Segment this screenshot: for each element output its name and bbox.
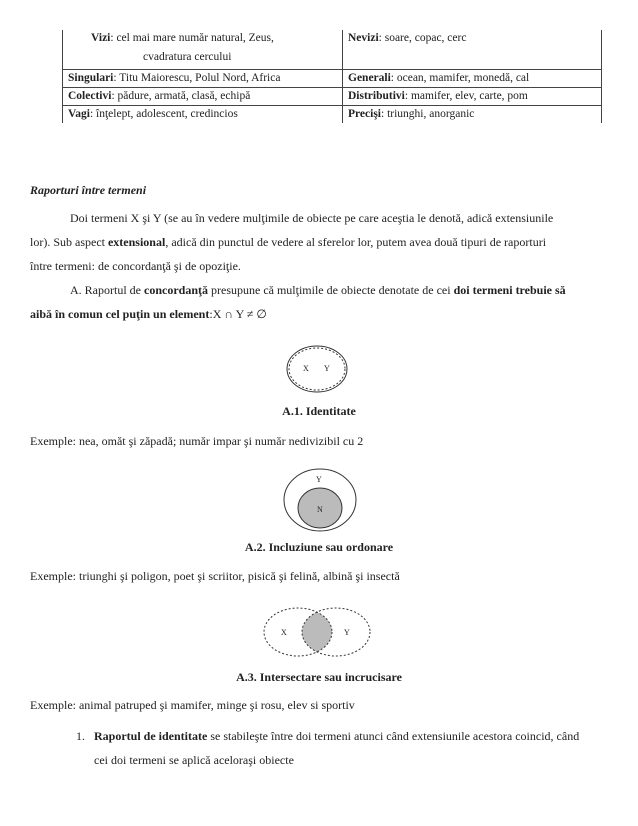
label-y: Y	[324, 364, 330, 373]
table-cell	[63, 88, 343, 106]
label-y: Y	[316, 475, 322, 484]
caption-intersectare: A.3. Intersectare sau incrucisare	[236, 670, 402, 684]
examples-incluziune: Exemple: triunghi şi poligon, poet şi scriitor, pisică şi felină, albină şi insectă	[30, 569, 400, 583]
terms-table	[62, 30, 602, 123]
keyword: concordanţă	[144, 283, 208, 297]
label-y: Y	[344, 628, 350, 637]
intro-line: între termeni: de concordanţă şi de opoziţie.	[30, 259, 241, 273]
term-text: : ocean, mamifer, monedă, cal	[390, 72, 530, 84]
inclusion-diagram	[282, 468, 358, 532]
text-span: presupune că mulţimile de obiecte denotate de cei	[208, 283, 454, 297]
numbered-line	[94, 724, 603, 748]
intersection-diagram	[262, 606, 372, 658]
concord-line	[30, 302, 603, 326]
label-n: N	[317, 505, 323, 514]
term-label: Precişi	[348, 108, 381, 120]
examples-identitate: Exemple: nea, omăt şi zăpadă; număr impar şi număr nedivizibil cu 2	[30, 434, 364, 448]
keyword: doi termeni trebuie să	[453, 283, 566, 297]
term-text: : pădure, armată, clasă, echipă	[111, 90, 251, 102]
term-label: Nevizi	[348, 32, 379, 44]
circle-y	[289, 348, 345, 390]
formula: :X ∩ Y ≠ ∅	[209, 307, 267, 321]
term-text: : mamifer, elev, carte, pom	[404, 90, 528, 102]
intro-paragraph	[30, 206, 603, 326]
intro-line: Doi termeni X şi Y (se au în vedere mulţimile de obiecte pe care aceştia le denotă, adică extensiunile	[70, 211, 554, 225]
identity-diagram	[285, 343, 349, 395]
term-label: Vagi	[68, 108, 90, 120]
term-text: : Titu Maiorescu, Polul Nord, Africa	[113, 72, 281, 84]
term-text: : soare, copac, cerc	[378, 32, 467, 44]
table-row	[63, 30, 602, 70]
term-label: Singulari	[68, 72, 114, 84]
list-number: 1.	[76, 729, 85, 743]
table-cell	[343, 70, 602, 88]
keyword: aibă în comun cel puţin un element	[30, 307, 210, 321]
text-span: lor). Sub aspect	[30, 235, 108, 249]
circle-x	[287, 346, 347, 392]
numbered-item	[94, 724, 603, 772]
table-row	[63, 88, 602, 106]
term-label: Colectivi	[68, 90, 112, 102]
examples-intersectare: Exemple: animal patruped şi mamifer, minge şi rosu, elev si sportiv	[30, 698, 355, 712]
caption-incluziune: A.2. Incluziune sau ordonare	[244, 540, 394, 554]
text-span: , adică din punctul de vedere al sferelor lor, putem avea două tipuri de raporturi	[165, 235, 547, 249]
term-text: : înţelept, adolescent, credincios	[89, 108, 238, 120]
keyword: Raportul de identitate	[94, 729, 208, 743]
text-span: A. Raportul de	[70, 283, 144, 297]
text-span: se stabileşte între doi termeni atunci când extensiunile acestora coincid, când	[207, 729, 580, 743]
term-label: Vizi	[91, 32, 111, 44]
keyword: extensional	[107, 235, 166, 249]
table-row	[63, 106, 602, 124]
intro-line	[30, 230, 603, 254]
term-label: Generali	[348, 72, 391, 84]
term-text: : cel mai mare număr natural, Zeus,	[110, 32, 274, 44]
table-cell	[63, 30, 343, 70]
table-cell	[343, 88, 602, 106]
term-text: cvadratura cercului	[143, 51, 232, 63]
table-cell	[343, 106, 602, 124]
numbered-line: cei doi termeni se aplică aceloraşi obiecte	[94, 753, 294, 767]
table-cell	[63, 70, 343, 88]
term-text: : triunghi, anorganic	[381, 108, 475, 120]
caption-identitate: A.1. Identitate	[282, 404, 356, 418]
table-cell	[343, 30, 602, 70]
section-title: Raporturi între termeni	[30, 183, 147, 197]
concord-line	[30, 278, 603, 302]
table-cell	[63, 106, 343, 124]
label-x: X	[303, 364, 309, 373]
table-row	[63, 70, 602, 88]
label-x: X	[281, 628, 287, 637]
term-label: Distributivi	[348, 90, 405, 102]
